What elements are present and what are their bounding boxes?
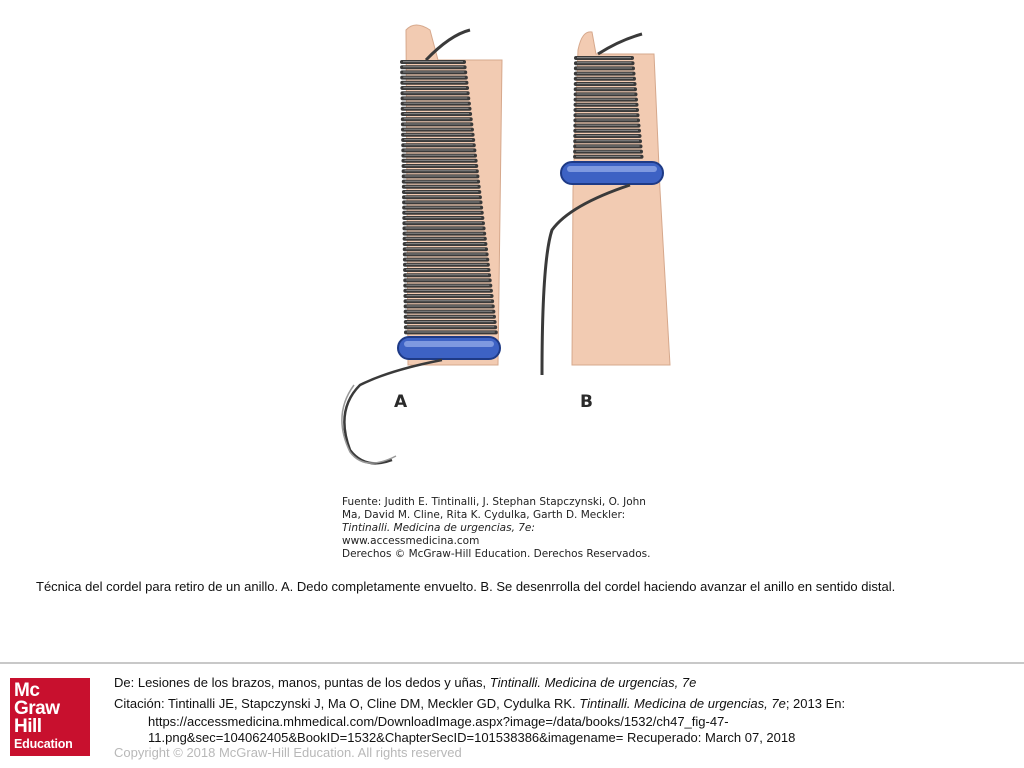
ring-a-highlight [404,341,494,347]
finger-b [572,32,670,365]
source-line: Tintinalli. Medicina de urgencias, 7e: [342,522,535,534]
citation-url-continued[interactable]: 11.png&sec=104062405&BookID=1532&ChapterSecID=101538386&imagename= Recuperado: March 07, 2018 [148,730,796,745]
ring-b-highlight [567,166,657,172]
figure-source-credit [342,496,682,561]
figure-caption: Técnica del cordel para retiro de un anillo. A. Dedo completamente envuelto. B. Se desenrrolla del cordel haciendo avanzar el anillo en sentido distal. [36,579,896,594]
divider [0,662,1024,664]
ring-a [398,337,500,359]
copyright-notice: Copyright © 2018 McGraw-Hill Education. All rights reserved [114,745,462,760]
panel-b-label: B [580,392,593,412]
mcgraw-hill-logo: Mc Graw Hill Education [10,678,90,756]
panel-a-label: A [394,392,408,412]
source-line: Fuente: Judith E. Tintinalli, J. Stephan Stapczynski, O. John [342,496,646,508]
source-line: Derechos © McGraw-Hill Education. Derechos Reservados. [342,548,651,560]
figure [330,20,710,570]
source-line: www.accessmedicina.com [342,535,480,547]
source-line: Ma, David M. Cline, Rita K. Cydulka, Garth D. Meckler: [342,509,626,521]
figure-illustration [330,20,710,570]
citation: Citación: Tintinalli JE, Stapczynski J, Ma O, Cline DM, Meckler GD, Cydulka RK. Tintinalli. Medicina de urgencias, 7e; 2013 En: [114,696,846,711]
source-chapter: De: Lesiones de los brazos, manos, puntas de los dedos y uñas, Tintinalli. Medicina de urgencias, 7e [114,675,697,690]
cord-b-top [598,34,642,54]
citation-url[interactable]: https://accessmedicina.mhmedical.com/DownloadImage.aspx?image=/data/books/1532/ch47_fig-47- [148,714,729,729]
ring-b [561,162,663,184]
